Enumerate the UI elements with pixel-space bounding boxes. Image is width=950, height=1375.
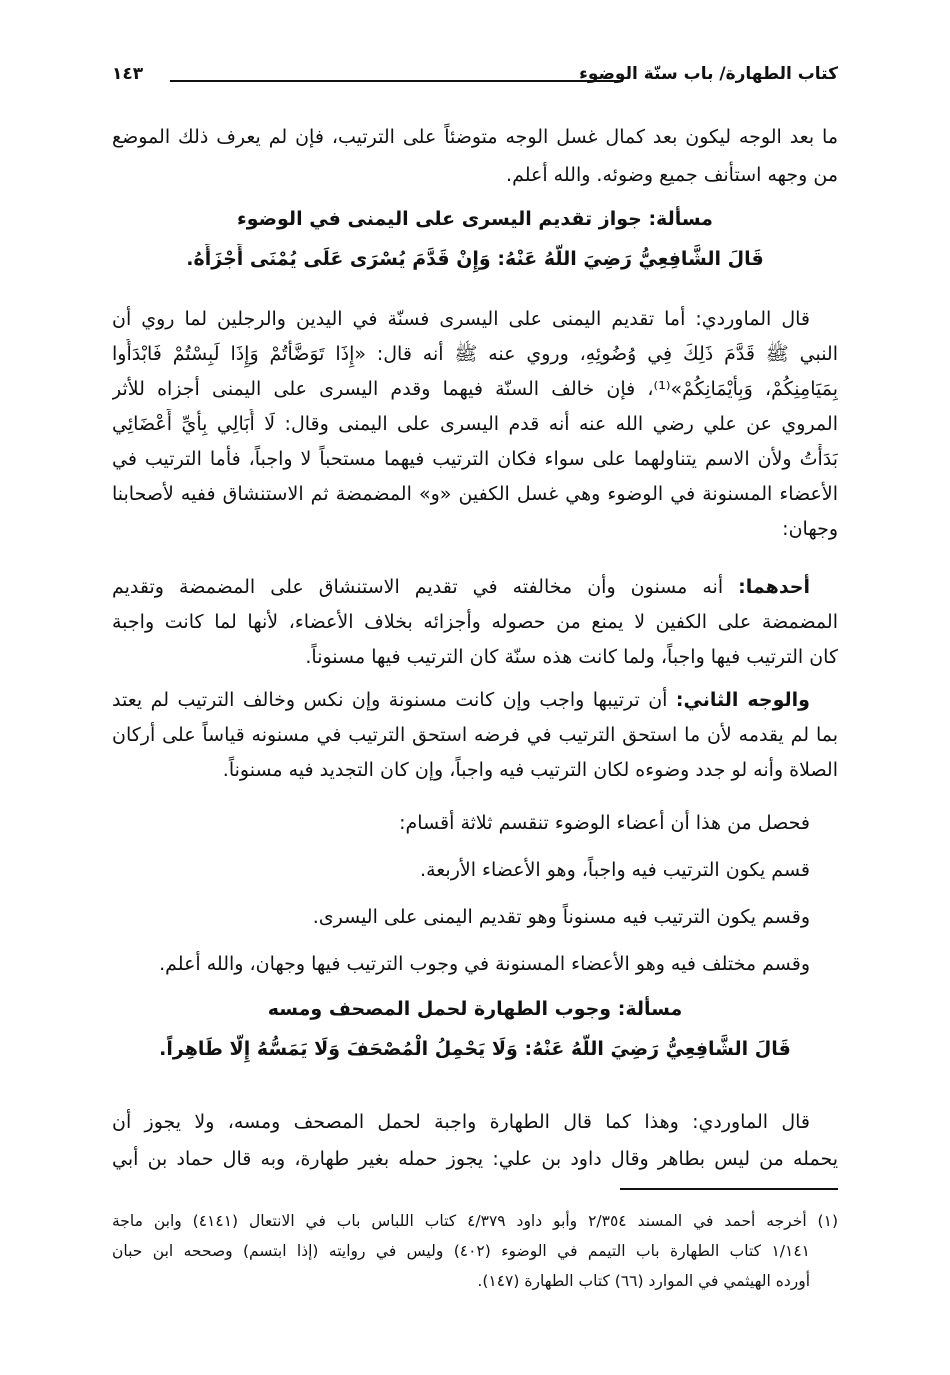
text-line bbox=[112, 122, 838, 152]
text-line bbox=[112, 755, 838, 785]
running-header bbox=[112, 62, 838, 92]
line-text: الصلاة وأنه لو جدد وضوءه لكان الترتيب فيه واجباً، وإن كان التجديد فيه مسنوناً. bbox=[222, 759, 838, 781]
line-text: وقسم مختلف فيه وهو الأعضاء المسنونة في وجوب الترتيب فيها وجهان، والله أعلم. bbox=[159, 953, 810, 975]
text-line bbox=[112, 160, 838, 190]
line-text: المضمضة على الكفين لا يمنع من حصوله وأجزائه بخلاف الأعضاء، لأنها لما كانت واجبة bbox=[112, 611, 838, 633]
line-text: وجهان: bbox=[782, 518, 838, 540]
line-text: بما لم يقدمه لأن ما استحق الترتيب في فرضه استحق الترتيب في مسنونه قياساً على أركان bbox=[112, 724, 838, 746]
text-line bbox=[112, 339, 838, 369]
text-line bbox=[112, 409, 838, 439]
line-text: الأعضاء المسنونة في الوضوء وهي غسل الكفين «و» المضمضة ثم الاستنشاق ففيه لأصحابنا bbox=[112, 483, 838, 505]
footnote-separator bbox=[620, 1188, 838, 1190]
text-line bbox=[112, 374, 838, 404]
line-text: بِمَيَامِنِكُمْ، وَبِأَيْمَانِكُمْ»⁽¹⁾، فإن خالف السنّة فيهما وقدم اليسرى على اليمنى أجزاه للأثر bbox=[112, 378, 838, 400]
text-line bbox=[112, 607, 838, 637]
text-line bbox=[112, 479, 838, 509]
lead-term: أحدهما: bbox=[738, 576, 810, 598]
footnote-line: ١/١٤١ كتاب الطهارة باب التيمم في الوضوء (٤٠٢) وليس في روايته (إذا ابتسم) وصححه ابن حبان bbox=[112, 1242, 810, 1260]
text-line bbox=[112, 304, 838, 334]
text-line bbox=[112, 444, 838, 474]
line-text: قَالَ الشَّافِعِيُّ رَضِيَ اللَّهُ عَنْهُ: وَلَا يَحْمِلُ الْمُصْحَفَ وَلَا يَمَسُّهُ إِلَّا طَاهِراً. bbox=[159, 1038, 791, 1060]
line-text: قسم يكون الترتيب فيه واجباً، وهو الأعضاء الأربعة. bbox=[420, 859, 810, 881]
line-text: قَالَ الشَّافِعِيُّ رَضِيَ اللَّهُ عَنْهُ: وَإِنْ قَدَّمَ يُسْرَى عَلَى يُمْنَى أَجْزَأَهُ. bbox=[186, 248, 764, 270]
line-text: من وجهه استأنف جميع وضوئه. والله أعلم. bbox=[506, 164, 838, 186]
line-text: وقسم يكون الترتيب فيه مسنوناً وهو تقديم اليمنى على اليسرى. bbox=[312, 906, 810, 928]
text-line bbox=[112, 949, 838, 979]
header-rule bbox=[170, 80, 623, 82]
text-line bbox=[112, 902, 838, 932]
footnote-line: أورده الهيثمي في الموارد (٦٦) كتاب الطهارة (١٤٧). bbox=[477, 1272, 810, 1290]
text-line bbox=[112, 572, 838, 602]
lead-term: والوجه الثاني: bbox=[675, 689, 810, 711]
text-line bbox=[112, 685, 838, 715]
section-heading-line bbox=[112, 244, 838, 274]
text-line bbox=[112, 1107, 838, 1137]
line-text: مسألة: وجوب الطهارة لحمل المصحف ومسه bbox=[267, 998, 683, 1020]
page-number: ١٤٣ bbox=[112, 64, 144, 84]
text-line bbox=[112, 1144, 838, 1174]
footnote-line: (١) أخرجه أحمد في المسند ٢/٣٥٤ وأبو داود ٤/٣٧٩ كتاب اللباس باب في الانتعال (٤١٤١) وابن ماجة bbox=[112, 1212, 838, 1230]
text-line bbox=[112, 720, 838, 750]
line-text: النبي ﷺ قَدَّمَ ذَلِكَ فِي وُضُوئِهِ، وروي عنه ﷺ أنه قال: «إِذَا تَوَضَّأْتُمْ وَإِذَا لَبِسْتُمْ فَابْدَأُوا bbox=[112, 343, 838, 365]
line-text: أنه مسنون وأن مخالفته في تقديم الاستنشاق على المضمضة وتقديم bbox=[112, 576, 739, 598]
text-line bbox=[112, 855, 838, 885]
line-text: يحمله من ليس بطاهر وقال داود بن علي: يجوز حمله بغير طهارة، وبه قال حماد بن أبي bbox=[112, 1148, 838, 1170]
header-title: كتاب الطهارة/ باب سنّة الوضوء bbox=[579, 64, 838, 84]
line-text: قال الماوردي: أما تقديم اليمنى على اليسرى فسنّة في اليدين والرجلين لما روي أن bbox=[112, 308, 810, 330]
line-text: المروي عن علي رضي الله عنه أنه قدم اليسرى على اليمنى وقال: لَا أُبَالِي بِأَيِّ أَعْضَائِي bbox=[112, 413, 838, 435]
line-text: ما بعد الوجه ليكون بعد كمال غسل الوجه متوضئاً على الترتيب، فإن لم يعرف ذلك الموضع bbox=[112, 126, 838, 148]
line-text: كان الترتيب فيها واجباً، ولما كانت هذه سنّة كان الترتيب فيها مسنوناً. bbox=[305, 646, 838, 668]
line-text: أن ترتيبها واجب وإن كانت مسنونة وإن نكس وخالف الترتيب لم يعتد bbox=[112, 689, 676, 711]
line-text: مسألة: جواز تقديم اليسرى على اليمنى في الوضوء bbox=[237, 208, 713, 230]
text-line bbox=[112, 642, 838, 672]
text-line bbox=[112, 514, 838, 544]
line-text: قال الماوردي: وهذا كما قال الطهارة واجبة لحمل المصحف ومسه، ولا يجوز أن bbox=[112, 1111, 810, 1133]
line-text: فحصل من هذا أن أعضاء الوضوء تنقسم ثلاثة أقسام: bbox=[399, 812, 810, 834]
section-heading-line bbox=[112, 204, 838, 234]
text-line bbox=[112, 808, 838, 838]
section-heading-line bbox=[112, 1034, 838, 1064]
line-text: بَدَأْتُ ولأن الاسم يتناولهما على سواء فكان الترتيب فيهما مستحباً لا واجباً، فأما الترتيب في bbox=[112, 448, 838, 470]
section-heading-line bbox=[112, 994, 838, 1024]
